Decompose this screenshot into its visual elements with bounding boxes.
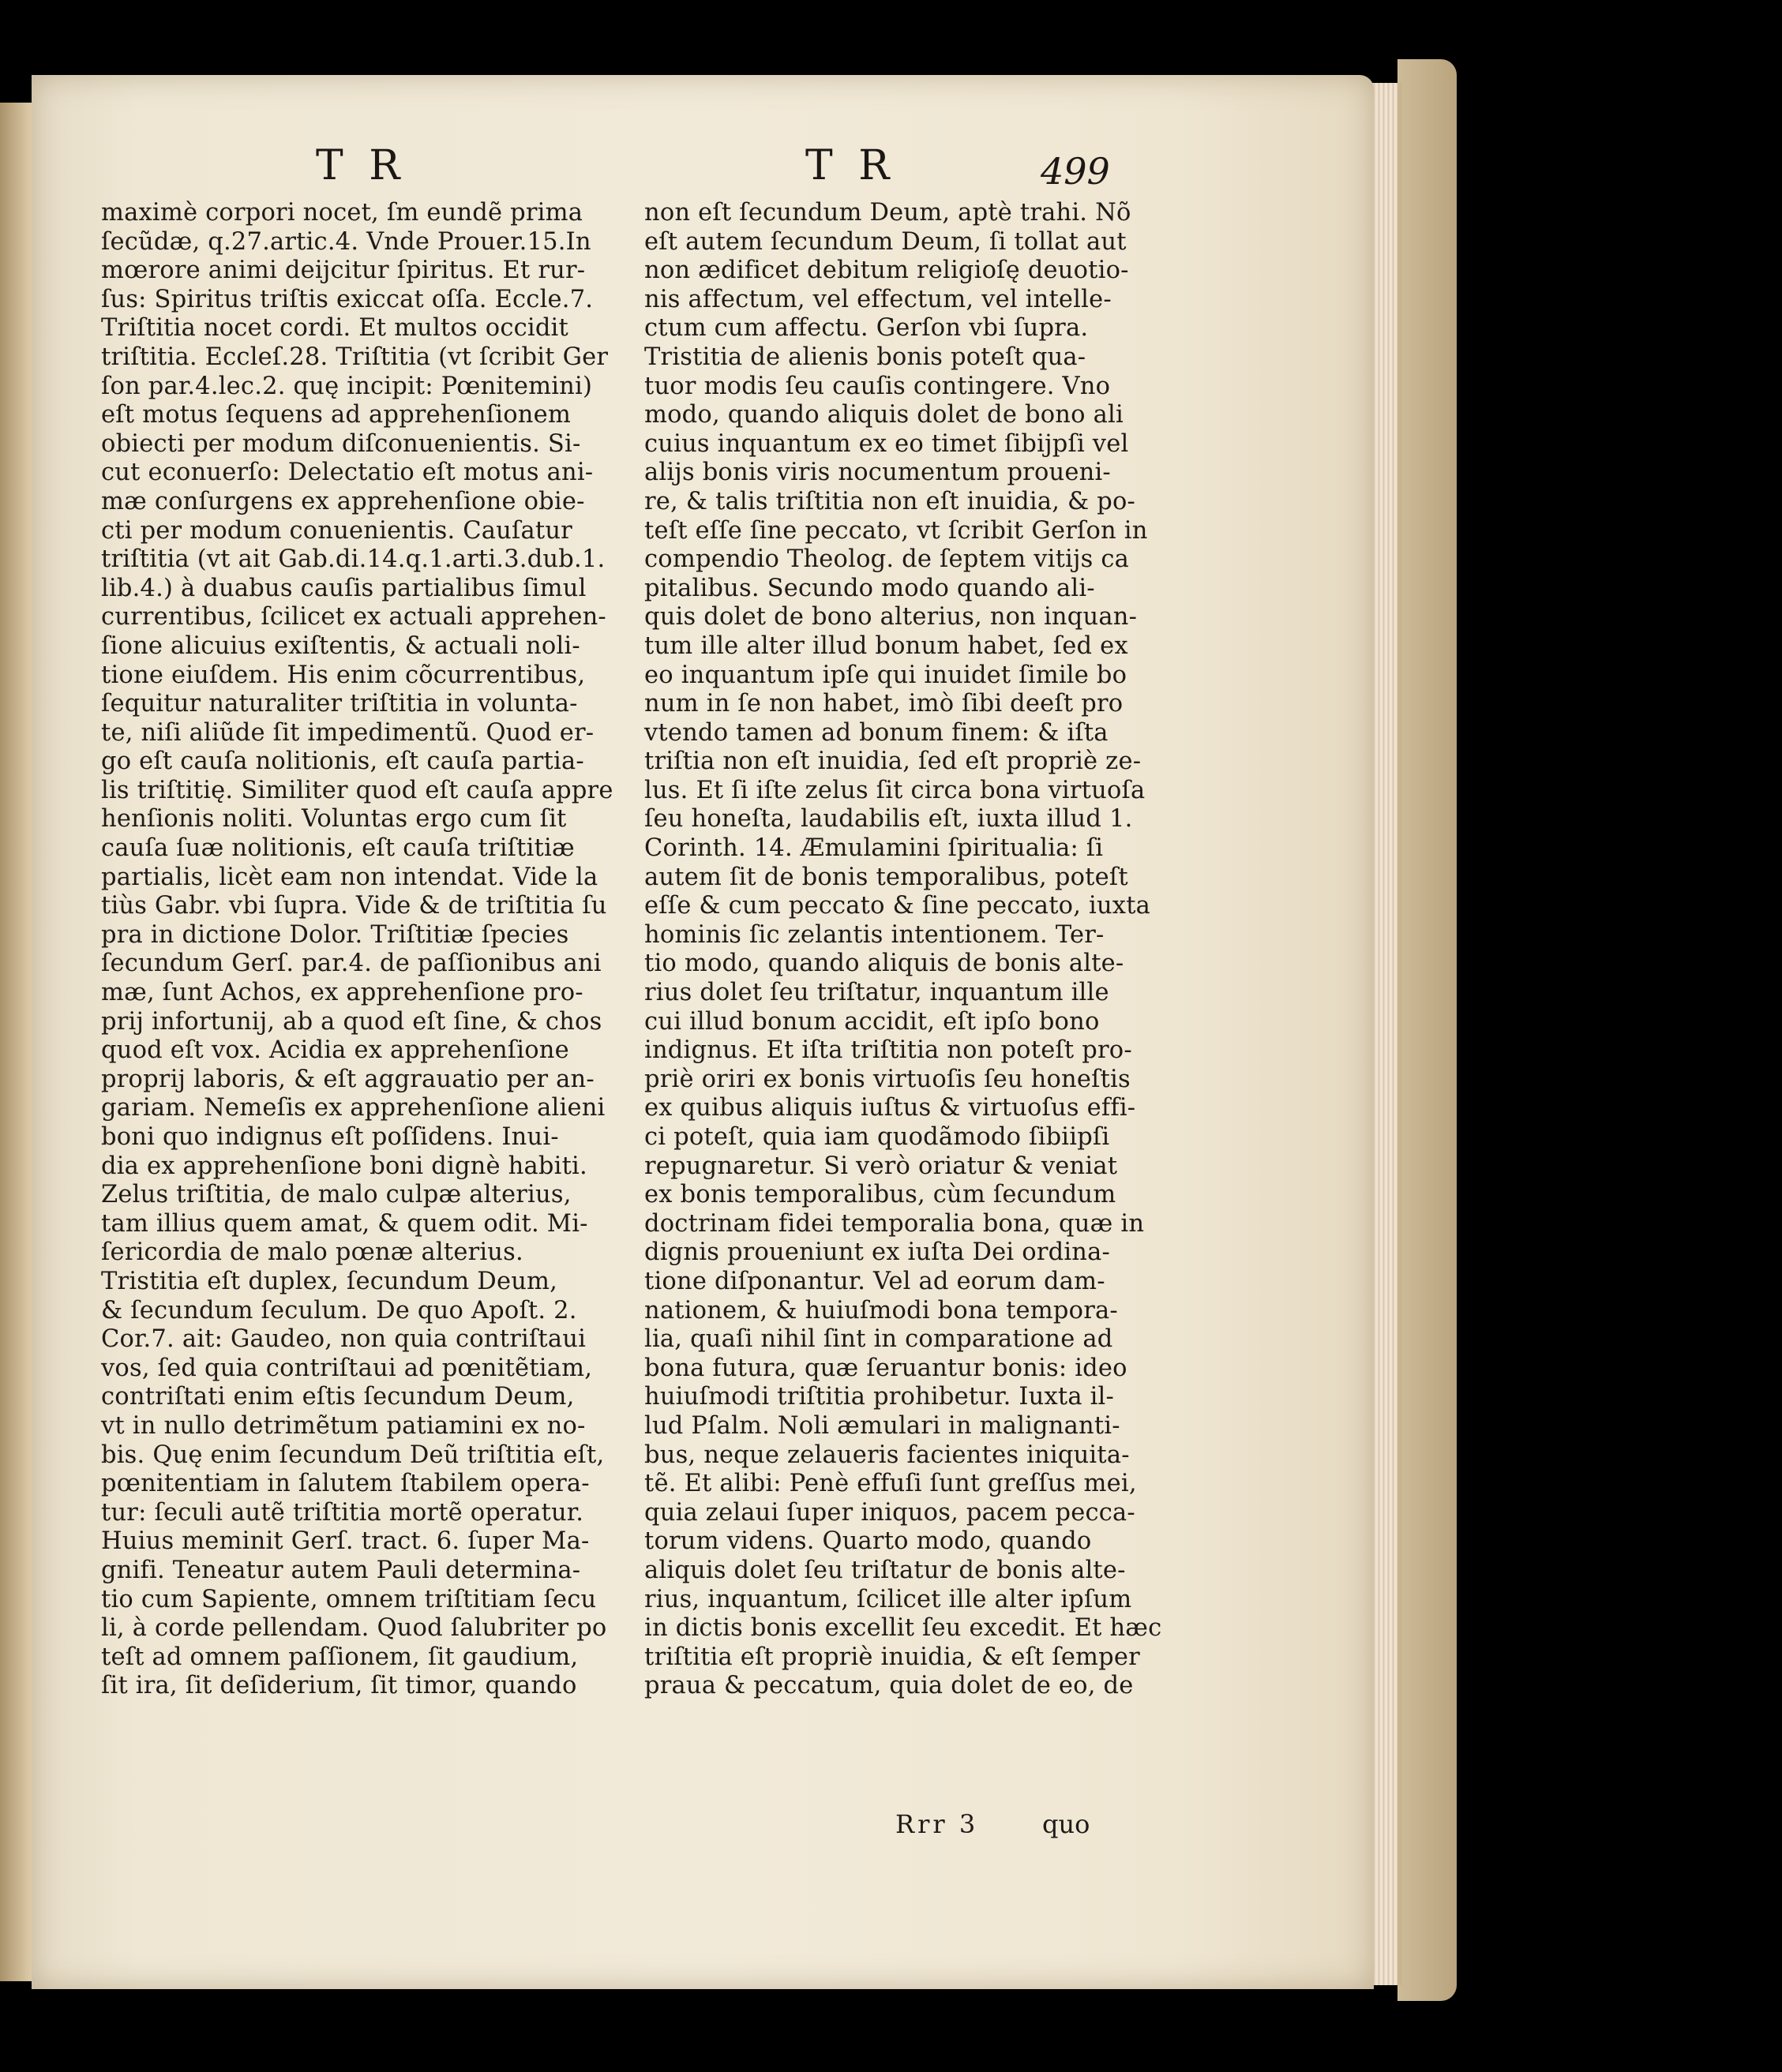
text-line: gariam. Nemeſis ex apprehenſione alieni xyxy=(101,1094,606,1122)
text-line: bona futura, quæ ſeruantur bonis: ideo xyxy=(644,1354,1127,1382)
running-header-right: T R xyxy=(805,142,896,189)
text-line: mæ, ſunt Achos, ex apprehenſione pro- xyxy=(101,979,583,1007)
text-line: bis. Quę enim ſecundum Deũ triſtitia eſt, xyxy=(101,1441,605,1469)
running-header-left: T R xyxy=(316,142,407,189)
text-line: mœrore animi deijcitur ſpiritus. Et rur- xyxy=(101,257,586,285)
text-line: tam illius quem amat, & quem odit. Mi- xyxy=(101,1209,588,1238)
text-line: triſtitia eſt propriè inuidia, & eſt ſemper xyxy=(644,1643,1140,1671)
text-line: re, & talis triſtitia non eſt inuidia, & po- xyxy=(644,487,1136,515)
text-line: vtendo tamen ad bonum finem: & iſta xyxy=(644,718,1109,747)
text-line: Tristitia de alienis bonis poteſt qua- xyxy=(644,343,1086,371)
text-line: rius dolet ſeu triſtatur, inquantum ille xyxy=(644,979,1109,1007)
book-cover-edge xyxy=(1397,59,1457,2001)
text-line: lus. Et ſi iſte zelus ſit circa bona virtuoſa xyxy=(644,776,1146,804)
text-line: dia ex apprehenſione boni dignè habiti. xyxy=(101,1152,587,1180)
text-line: dignis proueniunt ex iuſta Dei ordina- xyxy=(644,1238,1111,1267)
text-line: compendio Theolog. de ſeptem vitijs ca xyxy=(644,545,1130,574)
text-line: doctrinam fidei temporalia bona, quæ in xyxy=(644,1209,1145,1238)
text-line: tur: ſeculi autẽ triſtitia mortẽ operatur. xyxy=(101,1498,584,1527)
text-line: ex bonis temporalibus, cùm ſecundum xyxy=(644,1181,1116,1209)
signature-mark: Rrr 3 xyxy=(895,1809,979,1839)
text-line: Huius meminit Gerſ. tract. 6. ſuper Ma- xyxy=(101,1527,590,1556)
text-line: indignus. Et iſta triſtitia non poteſt pro- xyxy=(644,1036,1132,1065)
text-line: nis affectum, vel effectum, vel intelle- xyxy=(644,285,1112,313)
text-line: ſit ira, ſit deſiderium, ſit timor, quando xyxy=(101,1672,577,1700)
text-line: quis dolet de bono alterius, non inquan- xyxy=(644,603,1138,631)
text-line: hominis ſic zelantis intentionem. Ter- xyxy=(644,920,1105,949)
text-line: modo, quando aliquis dolet de bono ali xyxy=(644,401,1124,429)
left-text-column xyxy=(101,199,614,1701)
text-line: teſt ad omnem paſſionem, ſit gaudium, xyxy=(101,1643,579,1671)
text-line: ſecũdæ, q.27.artic.4. Vnde Prouer.15.In xyxy=(101,227,591,256)
text-line: autem ſit de bonis temporalibus, poteſt xyxy=(644,863,1128,891)
text-line: repugnaretur. Si verò oriatur & veniat xyxy=(644,1152,1118,1180)
text-line: in dictis bonis excellit ſeu excedit. Et hæc xyxy=(644,1614,1162,1643)
text-line: teſt eſſe ſine peccato, vt ſcribit Gerſon in xyxy=(644,516,1148,545)
text-line: lib.4.) à duabus cauſis partialibus ſimul xyxy=(101,574,587,602)
text-line: henſionis noliti. Voluntas ergo cum ſit xyxy=(101,805,567,834)
text-line: Triſtitia nocet cordi. Et multos occidit xyxy=(101,314,568,343)
text-line: li, à corde pellendam. Quod ſalubriter po xyxy=(101,1614,607,1643)
text-line: ſus: Spiritus triſtis exiccat oſſa. Eccle.7. xyxy=(101,285,594,313)
text-line: bus, neque zelaueris facientes iniquita- xyxy=(644,1441,1130,1469)
text-line: te, niſi aliũde ſit impedimentũ. Quod er- xyxy=(101,718,595,747)
text-line: maximè corpori nocet, ſm eundẽ prima xyxy=(101,199,583,227)
text-line: ſequitur naturaliter triſtitia in volunta- xyxy=(101,690,578,718)
text-line: torum videns. Quarto modo, quando xyxy=(644,1527,1092,1556)
text-line: ci poteſt, quia iam quodãmodo ſibiipſi xyxy=(644,1123,1110,1151)
text-line: & ſecundum ſeculum. De quo Apoſt. 2. xyxy=(101,1296,577,1325)
text-line: cui illud bonum accidit, eſt ipſo bono xyxy=(644,1007,1100,1036)
text-line: tione eiuſdem. His enim cõcurrentibus, xyxy=(101,661,586,689)
text-line: triſtitia. Eccleſ.28. Triſtitia (vt ſcribit Ger xyxy=(101,343,609,371)
text-line: nationem, & huiuſmodi bona tempora- xyxy=(644,1296,1118,1325)
text-line: vos, ſed quia contriſtaui ad pœnitẽtiam, xyxy=(101,1354,593,1382)
text-line: tio cum Sapiente, omnem triſtitiam ſecu xyxy=(101,1585,597,1613)
text-line: lis triſtitię. Similiter quod eſt cauſa appre xyxy=(101,776,613,804)
page-number: 499 xyxy=(1041,150,1110,193)
text-line: cauſa ſuæ nolitionis, eſt cauſa triſtitiæ xyxy=(101,834,575,863)
text-line: gnifi. Teneatur autem Pauli determina- xyxy=(101,1556,581,1584)
text-line: rius, inquantum, ſcilicet ille alter ipſum xyxy=(644,1585,1132,1613)
text-line: lia, quaſi nihil ſint in comparatione ad xyxy=(644,1325,1113,1354)
text-line: ſeu honeſta, laudabilis eſt, iuxta illud 1. xyxy=(644,805,1133,834)
text-line: partialis, licèt eam non intendat. Vide la xyxy=(101,863,598,891)
text-line: triſtia non eſt inuidia, ſed eſt propriè ze- xyxy=(644,747,1142,776)
text-line: quod eſt vox. Acidia ex apprehenſione xyxy=(101,1036,569,1065)
text-line: ſecundum Gerſ. par.4. de paſſionibus ani xyxy=(101,950,602,978)
text-line: huiuſmodi triſtitia prohibetur. Iuxta il- xyxy=(644,1383,1115,1411)
text-line: boni quo indignus eſt poſſidens. Inui- xyxy=(101,1123,559,1151)
text-line: pitalibus. Secundo modo quando ali- xyxy=(644,574,1095,602)
text-line: ctum cum affectu. Gerſon vbi ſupra. xyxy=(644,314,1089,343)
text-line: lud Pſalm. Noli æmulari in malignanti- xyxy=(644,1411,1120,1440)
text-line: ſione alicuius exiſtentis, & actuali noli- xyxy=(101,631,580,660)
text-line: pœnitentiam in ſalutem ſtabilem opera- xyxy=(101,1470,590,1498)
text-line: tiùs Gabr. vbi ſupra. Vide & de triſtitia ſu xyxy=(101,892,607,920)
text-line: num in ſe non habet, imò ſibi deeſt pro xyxy=(644,690,1124,718)
text-line: non eſt ſecundum Deum, aptè trahi. Nõ xyxy=(644,199,1131,227)
right-text-column xyxy=(644,199,1162,1701)
text-line: prij infortunij, ab a quod eſt ſine, & chos xyxy=(101,1007,602,1036)
text-line: ex quibus aliquis iuſtus & virtuoſus effi- xyxy=(644,1094,1136,1122)
text-line: eo inquantum ipſe qui inuidet ſimile bo xyxy=(644,661,1127,689)
text-line: obiecti per modum diſconuenientis. Si- xyxy=(101,429,581,458)
text-line: Cor.7. ait: Gaudeo, non quia contriſtaui xyxy=(101,1325,587,1354)
text-line: eſt motus ſequens ad apprehenſionem xyxy=(101,401,571,429)
text-line: Tristitia eſt duplex, ſecundum Deum, xyxy=(101,1267,558,1295)
text-line: aliquis dolet ſeu triſtatur de bonis alte- xyxy=(644,1556,1126,1584)
text-line: eſſe & cum peccato & ſine peccato, iuxta xyxy=(644,892,1151,920)
text-line: currentibus, ſcilicet ex actuali apprehen- xyxy=(101,603,606,631)
text-line: praua & peccatum, quia dolet de eo, de xyxy=(644,1672,1134,1700)
text-line: pra in dictione Dolor. Triſtitiæ ſpecies xyxy=(101,920,569,949)
text-line: tum ille alter illud bonum habet, ſed ex xyxy=(644,631,1128,660)
text-line: cut econuerſo: Delectatio eſt motus ani- xyxy=(101,459,594,487)
text-line: Zelus triſtitia, de malo culpæ alterius, xyxy=(101,1181,572,1209)
text-line: non ædificet debitum religioſę deuotio- xyxy=(644,257,1129,285)
text-line: ſon par.4.lec.2. quę incipit: Pœnitemini) xyxy=(101,372,593,400)
text-line: ſericordia de malo pœnæ alterius. xyxy=(101,1238,523,1267)
text-line: cuius inquantum ex eo timet ſibijpſi vel xyxy=(644,429,1129,458)
text-line: vt in nullo detrimẽtum patiamini ex no- xyxy=(101,1411,586,1440)
text-line: priè oriri ex bonis virtuoſis ſeu honeſtis xyxy=(644,1065,1131,1093)
text-line: proprij laboris, & eſt aggrauatio per an- xyxy=(101,1065,595,1093)
text-line: tẽ. Et alibi: Penè effuſi ſunt greſſus mei, xyxy=(644,1470,1137,1498)
text-line: tione diſponantur. Vel ad eorum dam- xyxy=(644,1267,1105,1295)
text-line: mæ conſurgens ex apprehenſione obie- xyxy=(101,487,585,515)
catchword: quo xyxy=(1042,1809,1090,1839)
text-line: tuor modis ſeu cauſis contingere. Vno xyxy=(644,372,1111,400)
text-line: tio modo, quando aliquis de bonis alte- xyxy=(644,950,1124,978)
text-line: contriſtati enim eſtis ſecundum Deum, xyxy=(101,1383,575,1411)
text-line: cti per modum conuenientis. Cauſatur xyxy=(101,516,572,545)
text-line: Corinth. 14. Æmulamini ſpiritualia: ſi xyxy=(644,834,1104,863)
text-line: quia zelaui ſuper iniquos, pacem pecca- xyxy=(644,1498,1135,1527)
text-line: eſt autem ſecundum Deum, ſi tollat aut xyxy=(644,227,1127,256)
text-line: triſtitia (vt ait Gab.di.14.q.1.arti.3.dub.1. xyxy=(101,545,606,574)
text-line: go eſt cauſa nolitionis, eſt cauſa partia- xyxy=(101,747,584,776)
text-line: alijs bonis viris nocumentum proueni- xyxy=(644,459,1111,487)
